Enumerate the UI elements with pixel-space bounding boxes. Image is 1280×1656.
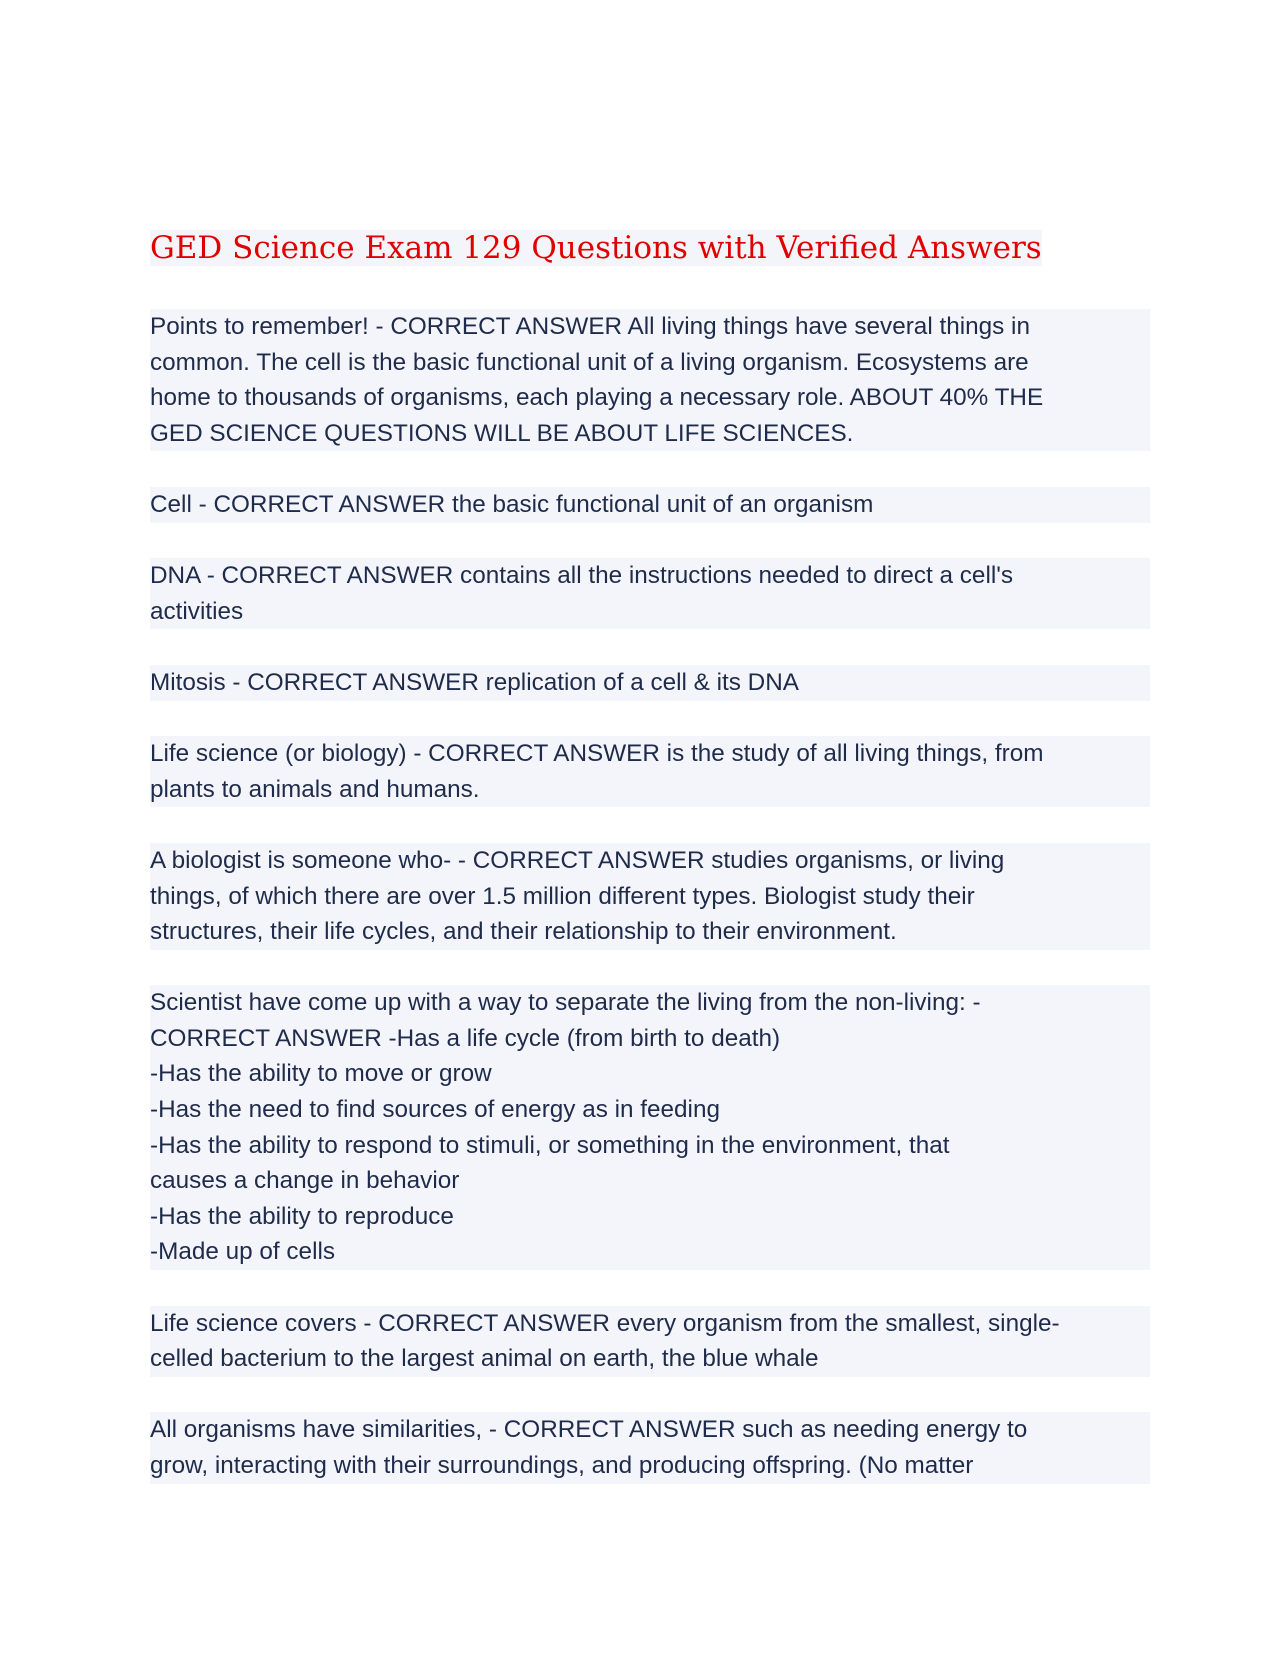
qa-item <box>150 736 1150 807</box>
qa-line: Points to remember! - CORRECT ANSWER All living things have several things in <box>150 309 1150 345</box>
qa-line: GED SCIENCE QUESTIONS WILL BE ABOUT LIFE SCIENCES. <box>150 416 1150 452</box>
qa-line: CORRECT ANSWER -Has a life cycle (from birth to death) <box>150 1021 1150 1057</box>
qa-item <box>150 985 1150 1270</box>
qa-line: structures, their life cycles, and their relationship to their environment. <box>150 914 1150 950</box>
qa-line: things, of which there are over 1.5 million different types. Biologist study their <box>150 879 1150 915</box>
qa-line: -Has the need to find sources of energy as in feeding <box>150 1092 1150 1128</box>
qa-line: Cell - CORRECT ANSWER the basic functional unit of an organism <box>150 487 1150 523</box>
qa-item <box>150 1306 1150 1377</box>
qa-line: plants to animals and humans. <box>150 772 1150 808</box>
qa-item <box>150 558 1150 629</box>
qa-line: A biologist is someone who- - CORRECT ANSWER studies organisms, or living <box>150 843 1150 879</box>
qa-item <box>150 665 1150 701</box>
qa-line: causes a change in behavior <box>150 1163 1150 1199</box>
document-body <box>150 309 1150 1519</box>
qa-line: Scientist have come up with a way to separate the living from the non-living: - <box>150 985 1150 1021</box>
qa-line: DNA - CORRECT ANSWER contains all the instructions needed to direct a cell's <box>150 558 1150 594</box>
qa-item <box>150 309 1150 451</box>
qa-line: common. The cell is the basic functional unit of a living organism. Ecosystems are <box>150 345 1150 381</box>
document-title-text: GED Science Exam 129 Questions with Verified Answers <box>150 230 1042 266</box>
qa-line: grow, interacting with their surroundings, and producing offspring. (No matter <box>150 1448 1150 1484</box>
qa-item <box>150 487 1150 523</box>
qa-line: -Has the ability to respond to stimuli, or something in the environment, that <box>150 1128 1150 1164</box>
qa-item <box>150 1412 1150 1483</box>
qa-line: -Has the ability to move or grow <box>150 1056 1150 1092</box>
qa-item <box>150 843 1150 950</box>
qa-line: Life science (or biology) - CORRECT ANSWER is the study of all living things, from <box>150 736 1150 772</box>
document-title <box>150 228 1042 270</box>
qa-line: home to thousands of organisms, each playing a necessary role. ABOUT 40% THE <box>150 380 1150 416</box>
qa-line: Life science covers - CORRECT ANSWER every organism from the smallest, single- <box>150 1306 1150 1342</box>
qa-line: -Has the ability to reproduce <box>150 1199 1150 1235</box>
qa-line: -Made up of cells <box>150 1234 1150 1270</box>
qa-line: celled bacterium to the largest animal on earth, the blue whale <box>150 1341 1150 1377</box>
qa-line: Mitosis - CORRECT ANSWER replication of a cell & its DNA <box>150 665 1150 701</box>
qa-line: All organisms have similarities, - CORRECT ANSWER such as needing energy to <box>150 1412 1150 1448</box>
qa-line: activities <box>150 594 1150 630</box>
